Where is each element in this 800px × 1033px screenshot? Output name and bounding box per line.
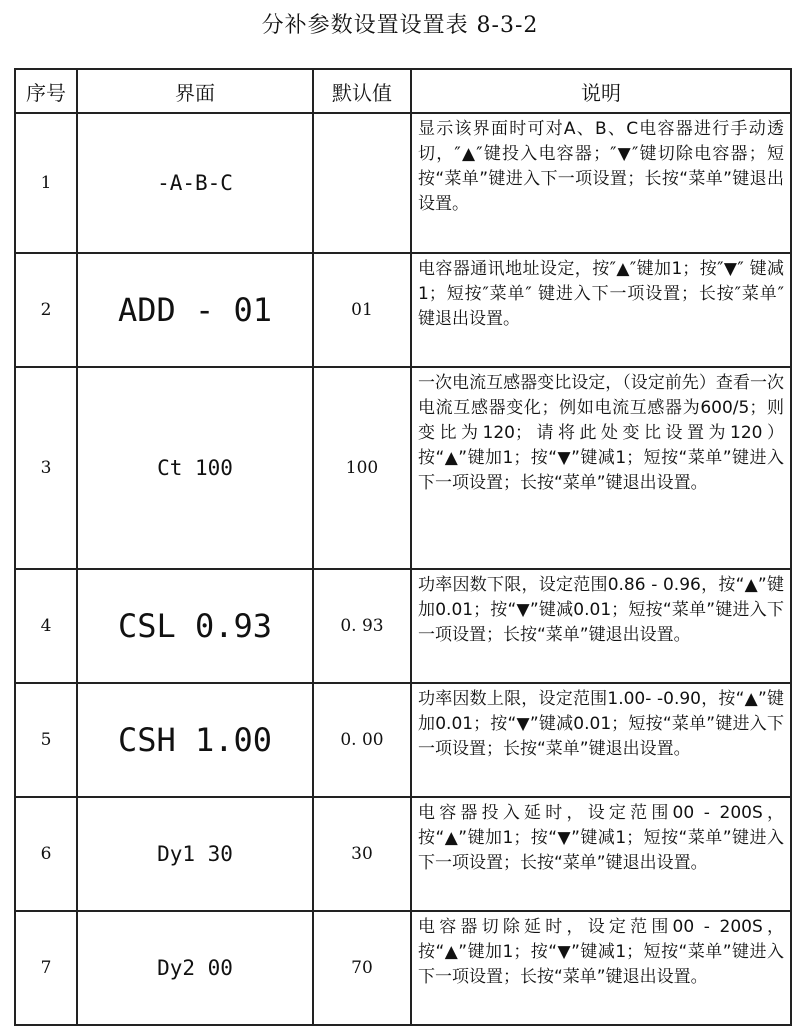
table-title: 分补参数设置设置表 8-3-2 xyxy=(261,13,539,38)
default-value: 30 xyxy=(313,797,411,911)
header-number: 序号 xyxy=(15,69,77,113)
display-text: CSH 1.00 xyxy=(77,683,313,797)
description: 功率因数上限，设定范围1.00- -0.90，按“▲”键加0.01；按“▼”键减0.01；短按“菜单”键进入下一项设置；长按“菜单”键退出设置。 xyxy=(411,683,791,797)
default-value: 70 xyxy=(313,911,411,1025)
display-text: CSL 0.93 xyxy=(77,569,313,683)
display-text: Ct 100 xyxy=(77,367,313,569)
header-display: 界面 xyxy=(77,69,313,113)
row-number: 1 xyxy=(15,113,77,253)
default-value: 0. 00 xyxy=(313,683,411,797)
description: 电容器投入延时，设定范围00 - 200S，按“▲”键加1；按“▼”键减1；短按“菜单”键进入下一项设置；长按“菜单”键退出设置。 xyxy=(411,797,791,911)
description: 电容器通讯地址设定，按″▲″键加1；按″▼″ 键减1；短按″菜单″ 键进入下一项设置；长按″菜单″ 键退出设置。 xyxy=(411,253,791,367)
row-number: 2 xyxy=(15,253,77,367)
header-default: 默认值 xyxy=(313,69,411,113)
description: 电容器切除延时，设定范围00 - 200S，按“▲”键加1；按“▼”键减1；短按“菜单”键进入下一项设置；长按“菜单”键退出设置。 xyxy=(411,911,791,1025)
parameter-table xyxy=(14,68,792,1026)
row-number: 3 xyxy=(15,367,77,569)
header-description: 说明 xyxy=(411,69,791,113)
description: 一次电流互感器变比设定，（设定前先）查看一次电流互感器变化；例如电流互感器为600/5；则变比为120；请将此处变比设置为120）按“▲”键加1；按“▼”键减1；短按“菜单”键进入下一项设置；长按“菜单”键退出设置。 xyxy=(411,367,791,569)
description: 显示该界面时可对A、B、C电容器进行手动透切，″▲″键投入电容器；″▼″键切除电容器；短按“菜单”键进入下一项设置；长按“菜单”键退出设置。 xyxy=(411,113,791,253)
display-text: ADD - 01 xyxy=(77,253,313,367)
display-text: Dy1 30 xyxy=(77,797,313,911)
table-row xyxy=(15,569,791,683)
default-value: 01 xyxy=(313,253,411,367)
row-number: 7 xyxy=(15,911,77,1025)
row-number: 5 xyxy=(15,683,77,797)
header-row xyxy=(15,69,791,113)
description: 功率因数下限，设定范围0.86 - 0.96，按“▲”键加0.01；按“▼”键减0.01；短按“菜单”键进入下一项设置；长按“菜单”键退出设置。 xyxy=(411,569,791,683)
display-text: Dy2 00 xyxy=(77,911,313,1025)
row-number: 4 xyxy=(15,569,77,683)
default-value: 100 xyxy=(313,367,411,569)
table-row xyxy=(15,367,791,569)
table-row xyxy=(15,113,791,253)
table-row xyxy=(15,683,791,797)
display-text: -A-B-C xyxy=(77,113,313,253)
table-row xyxy=(15,253,791,367)
default-value: 0. 93 xyxy=(313,569,411,683)
default-value xyxy=(313,113,411,253)
row-number: 6 xyxy=(15,797,77,911)
table-row xyxy=(15,911,791,1025)
table-row xyxy=(15,797,791,911)
